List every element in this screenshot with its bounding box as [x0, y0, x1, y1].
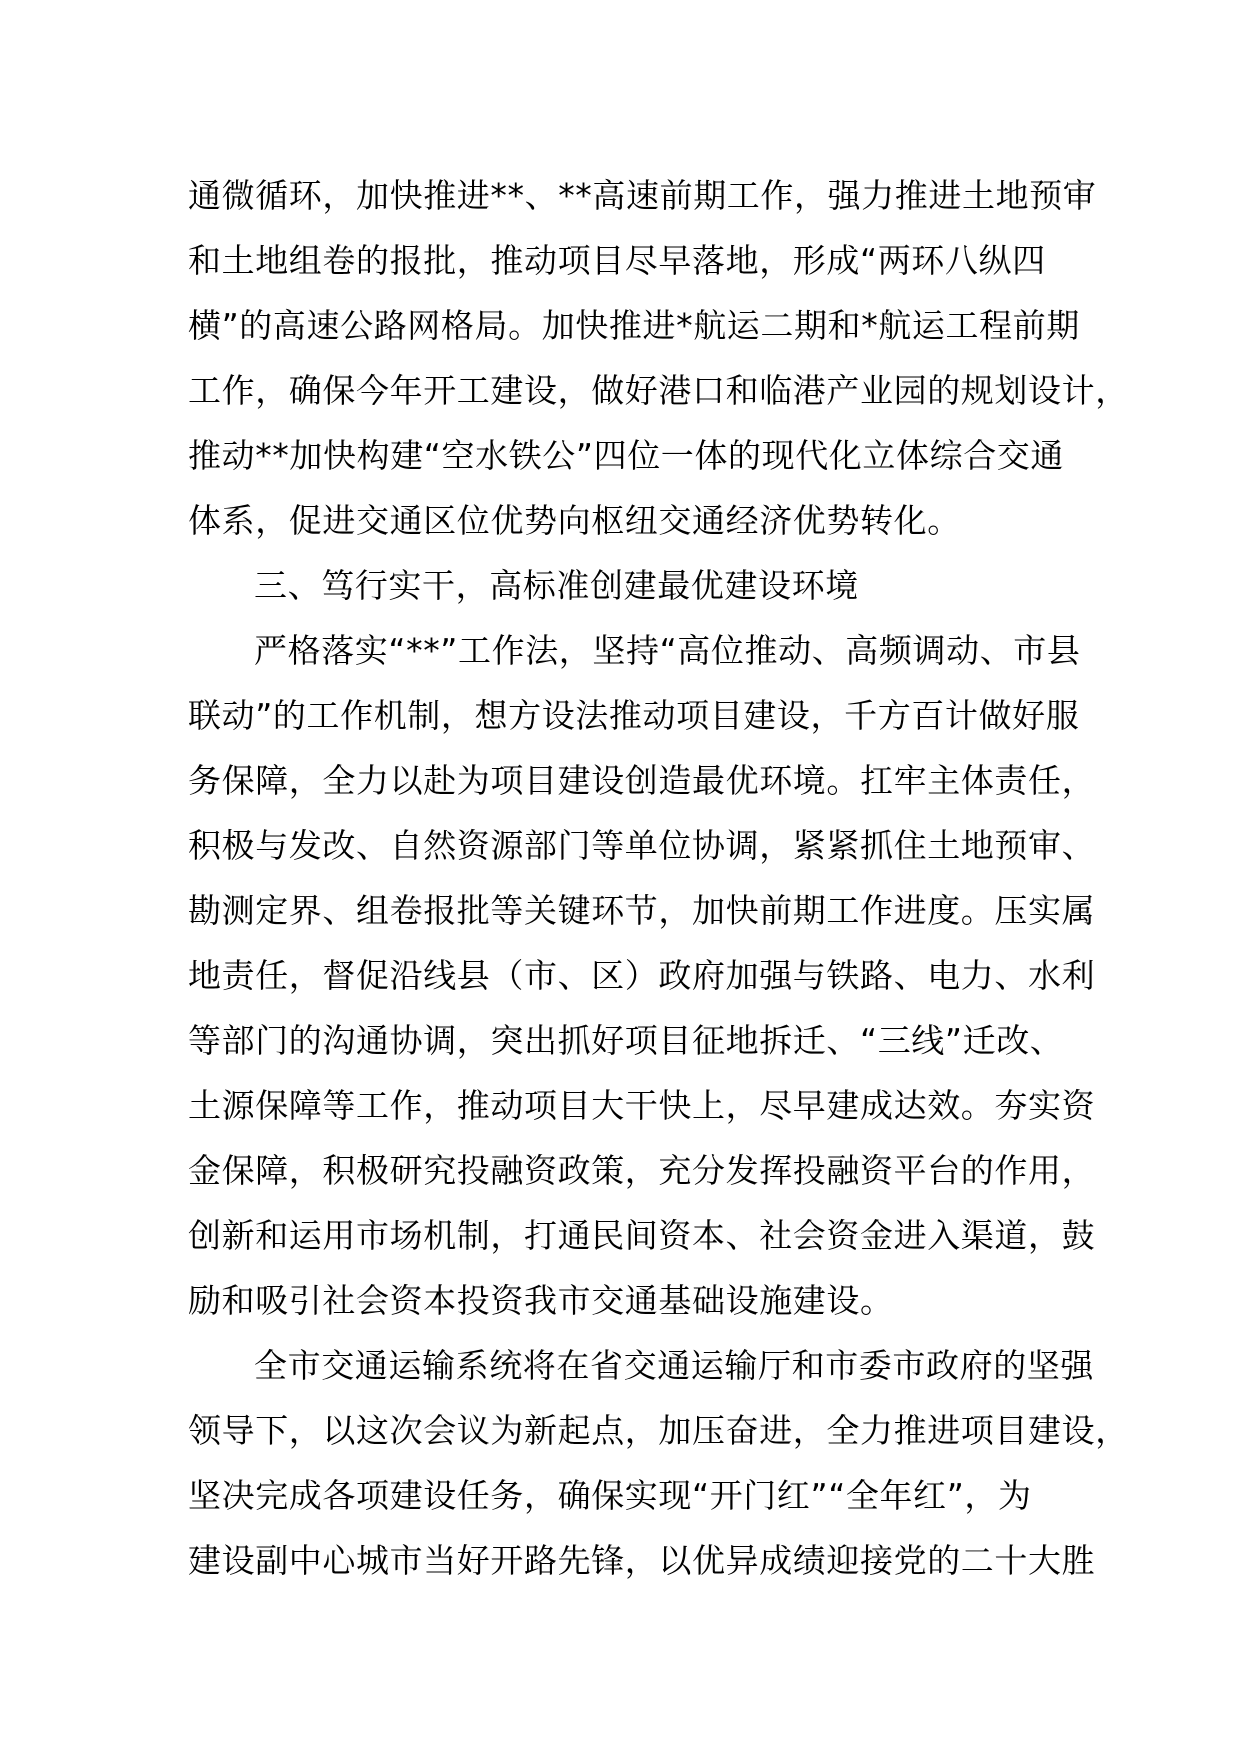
paragraph-line: 横”的高速公路网格局。加快推进*航运二期和*航运工程前期: [188, 306, 1080, 345]
paragraph-line: 推动**加快构建“空水铁公”四位一体的现代化立体综合交通: [188, 436, 1064, 475]
paragraph-line: 金保障，积极研究投融资政策，充分发挥投融资平台的作用，: [188, 1151, 1096, 1190]
paragraph-2: [188, 618, 1096, 1333]
paragraph-line: 励和吸引社会资本投资我市交通基础设施建设。: [188, 1281, 894, 1320]
paragraph-line: 创新和运用市场机制，打通民间资本、社会资金进入渠道，鼓: [188, 1216, 1096, 1255]
paragraph-line: 务保障，全力以赴为项目建设创造最优环境。扛牢主体责任，: [188, 761, 1096, 800]
paragraph-3: [188, 1333, 1129, 1593]
paragraph-line: 地责任，督促沿线县（市、区）政府加强与铁路、电力、水利: [188, 956, 1096, 995]
paragraph-line: 土源保障等工作，推动项目大干快上，尽早建成达效。夯实资: [188, 1086, 1096, 1125]
paragraph-line: 通微循环，加快推进**、**高速前期工作，强力推进土地预审: [188, 176, 1097, 215]
paragraph-line: 严格落实“**”工作法，坚持“高位推动、高频调动、市县: [254, 631, 1081, 670]
paragraph-line: 工作，确保今年开工建设，做好港口和临港产业园的规划设计，: [188, 371, 1129, 410]
paragraph-line: 体系，促进交通区位优势向枢纽交通经济优势转化。: [188, 501, 961, 540]
paragraph-line: 建设副中心城市当好开路先锋，以优异成绩迎接党的二十大胜: [188, 1541, 1096, 1580]
paragraph-line: 领导下，以这次会议为新起点，加压奋进，全力推进项目建设，: [188, 1411, 1129, 1450]
paragraph-line: 积极与发改、自然资源部门等单位协调，紧紧抓住土地预审、: [188, 826, 1096, 865]
paragraph-line: 全市交通运输系统将在省交通运输厅和市委市政府的坚强: [254, 1346, 1094, 1385]
document-body: [188, 163, 1129, 1593]
paragraph-1: [188, 163, 1129, 553]
paragraph-line: 和土地组卷的报批，推动项目尽早落地，形成“两环八纵四: [188, 241, 1046, 280]
paragraph-line: 联动”的工作机制，想方设法推动项目建设，千方百计做好服: [188, 696, 1080, 735]
paragraph-line: 坚决完成各项建设任务，确保实现“开门红”“全年红”，为: [188, 1476, 1032, 1515]
section-heading: 三、笃行实干，高标准创建最优建设环境: [254, 566, 859, 605]
paragraph-line: 勘测定界、组卷报批等关键环节，加快前期工作进度。压实属: [188, 891, 1096, 930]
paragraph-line: 等部门的沟通协调，突出抓好项目征地拆迁、“三线”迁改、: [188, 1021, 1064, 1060]
